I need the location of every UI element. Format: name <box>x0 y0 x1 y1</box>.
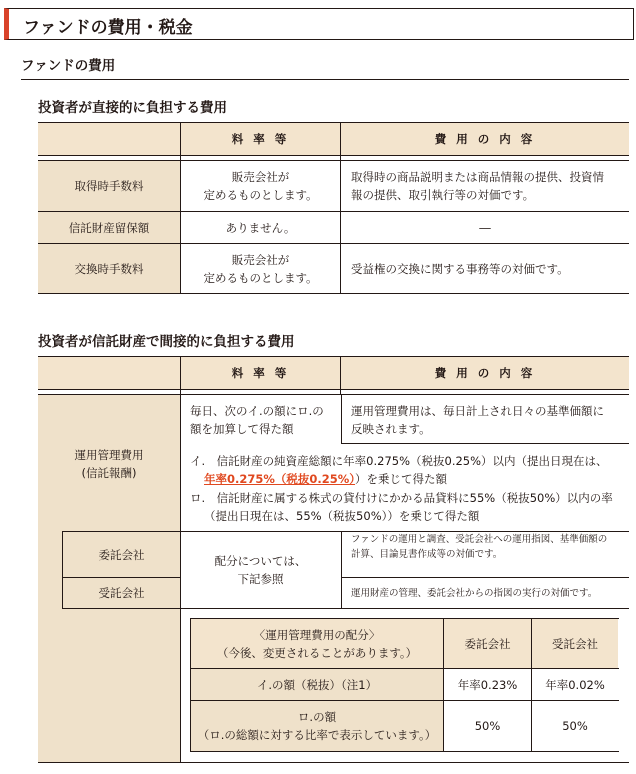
alloc-value: 50% <box>562 719 588 733</box>
page-title-box <box>4 8 634 40</box>
name-line: (信託報酬) <box>81 466 137 480</box>
row-desc: 受益権の交換に関する事務等の対価です。 <box>351 261 569 276</box>
row-name: 信託財産留保額 <box>38 212 180 243</box>
alloc-header-line: 〈運用管理費用の配分〉 <box>253 627 381 642</box>
sub-row-desc <box>341 532 629 577</box>
alloc-label-line: ロ.の額 <box>297 710 337 724</box>
highlighted-rate: 年率0.275%（税抜0.25%） <box>204 472 356 486</box>
mgmt-desc-line1: 運用管理費用は、毎日計上され日々の基準価額に <box>351 404 604 418</box>
name-line: 運用管理費用 <box>74 448 144 462</box>
rate-line: 定めるものとします。 <box>203 188 318 202</box>
item-ro-line1: ロ. 信託財産に属する株式の貸付けにかかる品貸料に55%（税抜50%）以内の率 <box>190 491 613 505</box>
row-name: 取得時手数料 <box>38 161 180 211</box>
alloc-col1: 委託会社 <box>444 619 531 668</box>
header-rate: 料 率 等 <box>231 366 290 380</box>
section-title: ファンドの費用 <box>21 58 116 74</box>
alloc-header <box>191 619 443 668</box>
header-content: 費 用 の 内 容 <box>434 132 536 146</box>
rate-line: 定めるものとします。 <box>203 270 318 285</box>
alloc-value: 年率0.23% <box>457 677 518 692</box>
row-name: 交換時手数料 <box>38 244 180 293</box>
sub-row-name: 委託会社 <box>98 547 145 562</box>
alloc-label-line: （ロ.の総額に対する比率で表示しています。） <box>197 728 437 742</box>
sub-row-name: 受託会社 <box>98 586 145 600</box>
section-divider <box>21 79 629 80</box>
desc-line: 計算、目論見書作成等の対価です。 <box>351 549 503 560</box>
mgmt-rate-line2: 額を加算して得た額 <box>190 422 294 436</box>
item-i-line2 <box>204 470 447 488</box>
sub-rate-line: 配分については、 <box>214 554 307 568</box>
alloc-value: 50% <box>474 719 501 733</box>
row-rate: ありません。 <box>225 220 296 235</box>
direct-costs-title: 投資者が直接的に負担する費用 <box>38 100 227 116</box>
rate-line: 販売会社が <box>231 170 290 184</box>
mgmt-fee-name <box>38 440 180 488</box>
sub-rate <box>181 532 340 608</box>
item-i-rest: ）を乗じて得た額 <box>355 472 448 486</box>
alloc-row-label <box>191 701 443 751</box>
alloc-col2: 受託会社 <box>532 619 618 668</box>
rate-line: 販売会社が <box>231 252 290 267</box>
desc-line: 報の提供、取引執行等の対価です。 <box>351 188 535 202</box>
alloc-header-line: （今後、変更されることがあります。） <box>216 645 418 660</box>
alloc-value: 年率0.02% <box>545 677 605 692</box>
alloc-row-label: イ.の額（税抜）（注1） <box>191 669 443 700</box>
indirect-costs-title: 投資者が信託財産で間接的に負担する費用 <box>38 334 295 350</box>
row-desc <box>341 161 629 211</box>
sub-rate-line: 下記参照 <box>237 572 284 586</box>
row-rate <box>181 161 340 211</box>
item-ro-line2: （提出日現在は、55%（税抜50%））を乗じて得た額 <box>204 509 480 523</box>
mgmt-rate-line1: 毎日、次のイ.の額にロ.の <box>190 404 324 418</box>
header-rate: 料 率 等 <box>231 132 290 146</box>
desc-line: 取得時の商品説明または商品情報の提供、投資情 <box>351 170 604 184</box>
mgmt-desc-line2: 反映されます。 <box>351 422 431 436</box>
row-desc: ― <box>479 220 491 235</box>
item-i-line1: イ. 信託財産の純資産総額に年率0.275%（税抜0.25%）以内（提出日現在は、 <box>190 454 608 468</box>
page-title: ファンドの費用・税金 <box>23 18 193 38</box>
header-content: 費 用 の 内 容 <box>434 366 536 380</box>
row-rate <box>181 244 340 293</box>
sub-row-desc: 運用財産の管理、委託会社からの指図の実行の対価です。 <box>351 587 598 599</box>
desc-line: ファンドの運用と調査、受託会社への運用指図、基準価額の <box>351 534 608 545</box>
